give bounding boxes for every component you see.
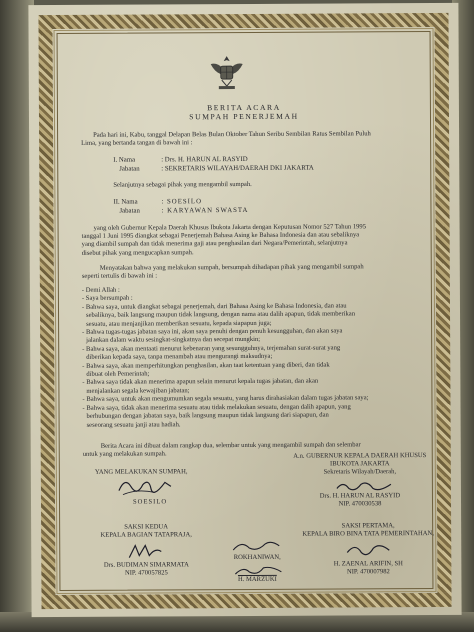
- oath-item: diberikan kepada saya, tanpa menambah atau mengurangi maksudnya;: [86, 353, 273, 362]
- oath-intro: [82, 263, 416, 281]
- witness-middle: [217, 546, 297, 584]
- oath-item: jalankan dalam waktu sesingkat-singkatnya dan secepat mungkin;: [86, 336, 261, 345]
- witness-right-title-1: SAKSI PERTAMA,: [341, 522, 395, 530]
- party1-note: Selanjutnya sebagai pihak yang mengambil sumpah.: [113, 180, 252, 189]
- sig-left-title: YANG MELAKUKAN SUMPAH,: [94, 468, 188, 476]
- appointment-line-1: yang oleh Gubernur Kepala Daerah Khusus Ibukota Jakarta dengan Keputusan Nomor 527 Tahun 1995: [93, 223, 367, 232]
- signature-budiman-icon: [125, 541, 165, 561]
- closing-line-1: Berita Acara ini dibuat dalam rangkap dua, selembar untuk yang mengambil sumpah dan selembar: [100, 441, 361, 450]
- certificate-sheet: [28, 3, 461, 617]
- party1-name-value: : Drs. H. HARUN AL RASYID: [161, 155, 248, 164]
- witness-right-nip: NIP. 470007982: [346, 568, 390, 576]
- witness-left-name: Drs. BUDIMAN SIMARMATA: [103, 561, 189, 569]
- witness-first: [293, 522, 443, 577]
- oath-item: seseorang sesuatu janji atau hadiah.: [86, 420, 181, 429]
- oath-item: berhubungan dengan jabatan saya, baik langsung maupun tidak langsung dari siapapun, dan: [86, 411, 329, 420]
- oath-item: sesuatu, atau menjanjikan memberikan sesuatu, kepada siapapun juga;: [86, 319, 272, 328]
- signature-harun-icon: [335, 478, 395, 494]
- oath-item: - Bahwa saya tidak akan menerima apapun selain menurut kepala tugas jabatan, dan akan: [82, 378, 319, 387]
- appointment-line-4: disebut pihak yang mengucapkan sumpah.: [81, 248, 194, 257]
- oath-item: dibuat oleh Pemerintah;: [86, 370, 150, 378]
- oath-item: menjalankan segala kewajiban jabatan;: [86, 387, 190, 395]
- party2-name-row: [113, 198, 202, 207]
- party2-job-row: [113, 207, 248, 216]
- intro-line-2: Lima, yang bertanda tangan di bawah ini :: [81, 139, 193, 148]
- witness-left-title-2: KEPALA BAGIAN TATAPRAJA,: [100, 531, 192, 539]
- oath-item: - Bahwa saya, untuk akan mengumumkan segala sesuatu, yang harus dirahasiakan dalam tugas jabatan saya;: [82, 394, 369, 404]
- intro-line-1: Pada hari ini, Kabu, tanggal Delapan Belas Bulan Oktober Tahun Seribu Sembilan Ratus Sembilan Puluh: [93, 130, 371, 139]
- party1-job-label: Jabatan: [119, 165, 140, 173]
- document-title-line2: SUMPAH PENERJEMAH: [189, 111, 299, 122]
- witness-second: [81, 523, 211, 578]
- party2-job-label: Jabatan: [119, 207, 140, 215]
- witness-mid-name-1: ROKHANIWAN,: [233, 553, 281, 562]
- oath-intro-line-1: Menyatakan bahwa yang melakukan sumpah, bersumpah dihadapan pihak yang mengambil sumpah: [99, 263, 364, 272]
- document-body: [65, 37, 434, 587]
- appointment-line-3: yang diambil sumpah dan tidak menerima gaji atau penghasilan dari Negara/Pemerintah, selanjutnya: [81, 239, 348, 249]
- witness-left-title-1: SAKSI KEDUA: [124, 523, 169, 531]
- witness-right-title-2: KEPALA BIRO BINA TATA PEMERINTAHAN,: [302, 530, 434, 538]
- sig-right-nip: NIP. 470030538: [338, 500, 382, 508]
- appointment-line-2: tanggal 1 Juni 1995 diangkat sebagai Penerjemah Bahasa Asing ke Bahasa Indonesia dan atau sebaliknya: [81, 231, 360, 241]
- sig-left-name: SOESILO: [132, 498, 168, 506]
- party1-job-value: : SEKRETARIS WILAYAH/DAERAH DKI JAKARTA: [161, 164, 314, 173]
- oath-item: - Bahwa tugas-tugas jabatan saya ini, akan saya penuhi dengan penuh kesungguhan, dan akan saya: [82, 327, 343, 336]
- oath-item: - Bahwa saya, tidak akan menerima sesuatu atau tidak melakukan sesuatu, dengan dalih apapun, yang: [82, 403, 351, 412]
- oath-list: [82, 285, 417, 430]
- signature-zaenal-icon: [343, 540, 393, 560]
- intro-text: [81, 130, 415, 148]
- signature-official: [285, 452, 435, 509]
- sig-right-name: Drs. H. HARUN AL RASYID: [319, 492, 401, 500]
- party1-name-row: [113, 156, 247, 165]
- oath-item: - Bahwa saya, untuk diangkat sebagai penerjemah, dari Bahasa Asing ke Bahasa Indonesia, dan atau: [81, 302, 347, 311]
- oath-item: - Bahwa saya, akan memperhitungkan penghasilan, akan taat ketentuan yang diberi, dan tidak: [82, 361, 330, 370]
- oath-item: - Bahwa saya, akan mentaati menurut kebenaran yang sesungguhnya, terjemahan surat-surat yang: [82, 344, 341, 353]
- sig-right-title-2: IBUKOTA JAKARTA: [330, 460, 390, 468]
- party2-job-value: : KARYAWAN SWASTA: [161, 206, 249, 215]
- signature-soesilo-icon: [115, 474, 175, 498]
- document-title-line1: BERITA ACARA: [207, 102, 281, 113]
- signature-rokhaniwan-icon: [231, 538, 281, 554]
- witness-left-nip: NIP. 470057825: [124, 569, 168, 577]
- witness-right-name: H. ZAENAL ARIFIN, SH: [333, 560, 403, 568]
- signature-marzuki-icon: [233, 564, 283, 578]
- oath-item: - Saya bersumpah :: [81, 294, 133, 303]
- oath-item: sebaliknya, baik langsung maupun tidak langsung, dengan nama atau dalih apapun, tidak memberikan: [86, 310, 356, 320]
- sig-right-title-1: A.n. GUBERNUR KEPALA DAERAH KHUSUS: [293, 452, 427, 460]
- party2-name-label: II. Nama: [113, 198, 138, 206]
- witness-mid-name-2: H. MARZUKI: [237, 575, 277, 584]
- appointment-text: [82, 223, 416, 258]
- party1-job-row: [113, 165, 314, 174]
- signature-oath-taker: [95, 468, 188, 506]
- closing-line-2: untuk yang melakukan sumpah.: [82, 450, 167, 459]
- party2-name-value: : SOESILO: [161, 198, 202, 206]
- party1-name-label: I. Nama: [113, 156, 136, 164]
- oath-intro-line-2: seperti tertulis di bawah ini :: [81, 272, 158, 281]
- oath-item: - Demi Allah :: [81, 286, 120, 294]
- sig-right-title-3: Sekretaris Wilayah/Daerah,: [323, 468, 397, 476]
